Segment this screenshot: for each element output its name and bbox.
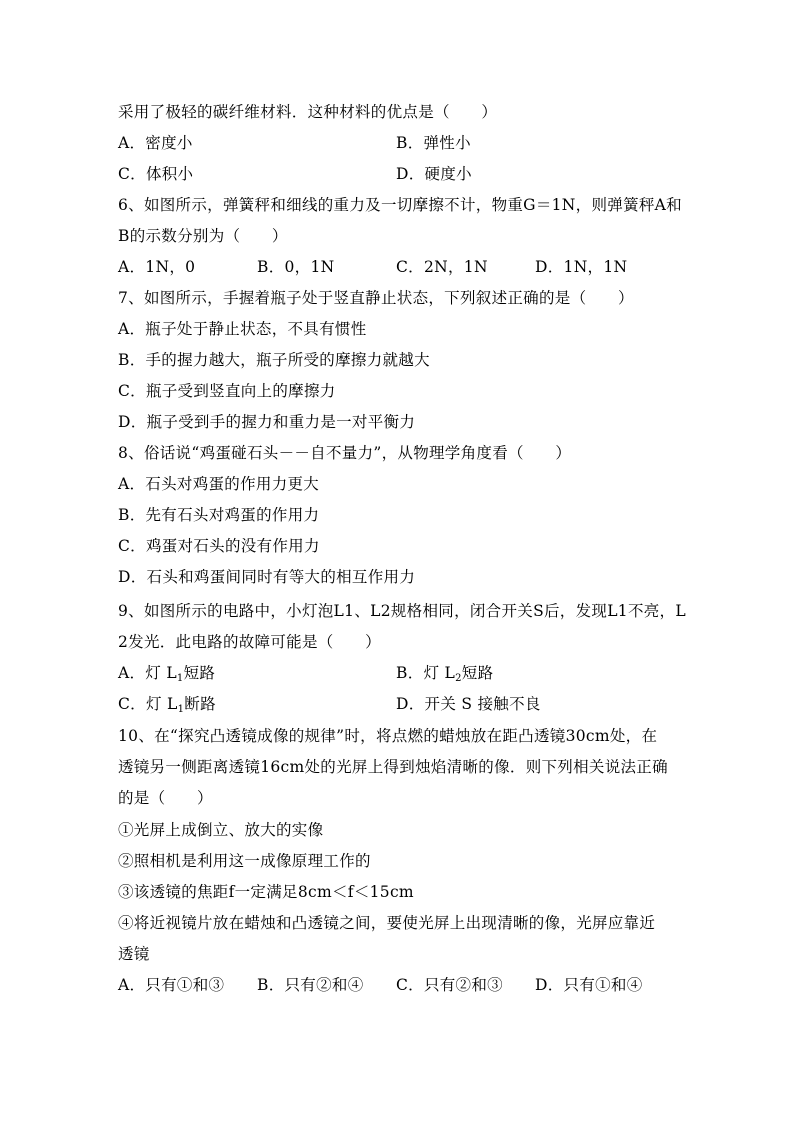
q5-option-c: C．体积小	[118, 165, 194, 183]
q10-statement-4: ④将近视镜片放在蜡烛和凸透镜之间，要使光屏上出现清晰的像，光屏应靠近	[118, 914, 656, 932]
q10-option-a: A．只有①和③	[118, 976, 225, 994]
q7-option-c: C．瓶子受到竖直向上的摩擦力	[118, 382, 336, 400]
q8-stem: 8、俗话说“鸡蛋碰石头－－自不量力”，从物理学角度看（ ）	[118, 444, 572, 462]
q5-stem: 采用了极轻的碳纤维材料．这种材料的优点是（ ）	[118, 103, 498, 121]
q9-option-c: C．灯 $L_1$断路	[118, 695, 216, 715]
q9-option-d: D．开关 S 接触不良	[396, 695, 541, 713]
q10-option-d: D．只有①和④	[535, 976, 643, 994]
q10-stem-line3: 的是（ ）	[118, 789, 213, 807]
q5-option-a: A．密度小	[118, 134, 193, 152]
q6-stem-line1: 6、如图所示，弹簧秤和细线的重力及一切摩擦不计，物重G＝1N，则弹簧秤A和	[118, 196, 682, 214]
q8-option-a: A．石头对鸡蛋的作用力更大	[118, 475, 320, 493]
q5-option-d: D．硬度小	[396, 165, 472, 183]
q10-stem-line2: 透镜另一侧距离透镜16cm处的光屏上得到烛焰清晰的像．则下列相关说法正确	[118, 758, 668, 776]
q9-stem-line2: 2发光．此电路的故障可能是（ ）	[118, 633, 381, 651]
q5-option-b: B．弹性小	[396, 134, 471, 152]
q10-statement-4-cont: 透镜	[118, 945, 150, 963]
q6-option-b: B．0，1N	[257, 258, 335, 276]
q6-stem-line2: B的示数分别为（ ）	[118, 227, 288, 245]
q10-option-b: B．只有②和④	[257, 976, 364, 994]
q7-stem: 7、如图所示，手握着瓶子处于竖直静止状态，下列叙述正确的是（ ）	[118, 289, 634, 307]
q10-statement-2: ②照相机是利用这一成像原理工作的	[118, 852, 371, 870]
q10-statement-3: ③该透镜的焦距f一定满足8cm＜f＜15cm	[118, 883, 414, 901]
q9-stem-line1: 9、如图所示的电路中，小灯泡L1、L2规格相同，闭合开关S后，发现L1不亮，L	[118, 602, 686, 620]
q7-option-a: A．瓶子处于静止状态，不具有惯性	[118, 320, 367, 338]
q8-option-b: B．先有石头对鸡蛋的作用力	[118, 506, 320, 524]
q6-option-c: C．2N，1N	[396, 258, 488, 276]
q8-option-d: D．石头和鸡蛋间同时有等大的相互作用力	[118, 568, 416, 586]
q8-option-c: C．鸡蛋对石头的没有作用力	[118, 537, 320, 555]
q6-option-a: A．1N，0	[118, 258, 196, 276]
q9-option-a: A．灯 $L_1$短路	[118, 664, 216, 684]
q10-option-c: C．只有②和③	[396, 976, 503, 994]
q9-option-b: B．灯 $L_2$短路	[396, 664, 494, 684]
q10-statement-1: ①光屏上成倒立、放大的实像	[118, 821, 324, 839]
q7-option-b: B．手的握力越大，瓶子所受的摩擦力就越大	[118, 351, 430, 369]
q7-option-d: D．瓶子受到手的握力和重力是一对平衡力	[118, 413, 416, 431]
q6-option-d: D．1N，1N	[535, 258, 628, 276]
q10-stem-line1: 10、在“探究凸透镜成像的规律”时，将点燃的蜡烛放在距凸透镜30cm处，在	[118, 727, 658, 745]
